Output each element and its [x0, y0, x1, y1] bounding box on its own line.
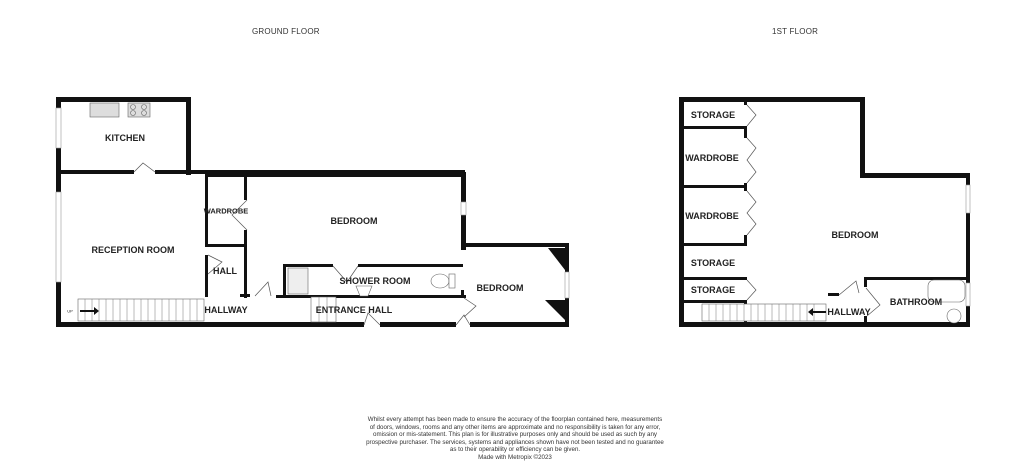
room-label-bathroom: BATHROOM	[889, 297, 943, 307]
room-label-entrance-hall: ENTRANCE HALL	[315, 305, 393, 315]
disclaimer-line: prospective purchaser. The services, systems and appliances shown have not been tested and no guarantee	[366, 438, 664, 446]
room-label-storage-3: STORAGE	[690, 285, 736, 295]
room-label-storage-2: STORAGE	[690, 258, 736, 268]
disclaimer-line: Whilst every attempt has been made to ensure the accuracy of the floorplan contained here, measurements	[367, 416, 663, 423]
room-label-hallway-first: HALLWAY	[827, 307, 871, 317]
disclaimer	[330, 416, 700, 462]
disclaimer-line: of doors, windows, rooms and any other items are approximate and no responsibility is taken for any error,	[369, 423, 661, 431]
room-label-bedroom-2: BEDROOM	[476, 283, 524, 293]
first-floor-title: 1ST FLOOR	[772, 27, 819, 36]
disclaimer-line: omission or mis-statement. This plan is for illustrative purposes only and should be used as such by any	[373, 431, 657, 439]
disclaimer-line: as to their operability or efficiency can be given.	[449, 446, 581, 454]
room-label-storage-1: STORAGE	[690, 110, 736, 120]
room-label-wardrobe-1: WARDROBE	[685, 153, 739, 163]
metropix-credit: Made with Metropix ©2023	[478, 453, 552, 461]
room-label-reception-room: RECEPTION ROOM	[91, 245, 175, 255]
room-label-hallway: HALLWAY	[204, 305, 248, 315]
room-label-wardrobe-2: WARDROBE	[685, 211, 739, 221]
ground-floor-title: GROUND FLOOR	[252, 27, 320, 36]
stairs-up-label: UP	[67, 308, 73, 314]
room-label-bedroom: BEDROOM	[330, 216, 378, 226]
room-label-bedroom-first: BEDROOM	[831, 230, 879, 240]
room-label-kitchen: KITCHEN	[105, 133, 145, 143]
room-label-shower-room: SHOWER ROOM	[339, 276, 411, 286]
room-label-wardrobe: WARDROBE	[203, 206, 249, 216]
room-label-hall: HALL	[213, 266, 237, 276]
